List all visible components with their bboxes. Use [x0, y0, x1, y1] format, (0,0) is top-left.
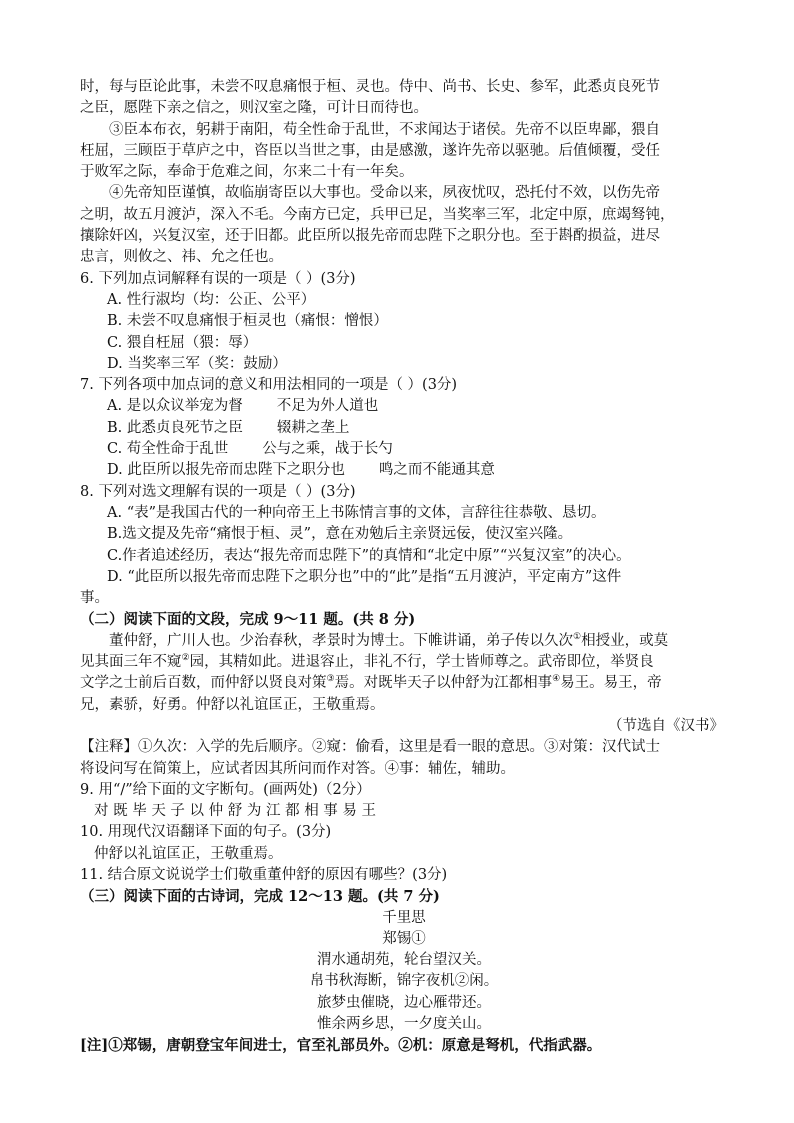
footnote-marker: ① — [573, 631, 582, 642]
q8-option-b: B.选文提及先帝“痛恨于桓、灵”，意在劝勉后主亲贤远佞，使汉室兴隆。 — [107, 526, 573, 543]
q7-option-a — [80, 396, 728, 417]
q7-option-c-right: 公与之乘，战于长勺 — [262, 441, 393, 458]
q6-option-a: A. 性行淑均（均：公正、公平） — [107, 291, 316, 308]
q8-option-d-cont: 事。 — [80, 590, 109, 607]
q7-option-d-left: D. 此臣所以报先帝而忠陛下之职分也 — [107, 462, 345, 479]
exam-page — [80, 77, 728, 1057]
question-6-stem: 6. 下列加点词解释有误的一项是（ ）(3分) — [80, 270, 356, 287]
footnote-marker: ② — [181, 653, 190, 664]
passage-line: 枉屈，三顾臣于草庐之中，咨臣以当世之事，由是感激，遂许先帝以驱驰。后值倾覆，受任 — [80, 142, 660, 159]
passage-line: 忠言，则攸之、祎、允之任也。 — [80, 249, 283, 266]
section-2-passage-line: 兄，素骄，好勇。仲舒以礼谊匡正，王敬重焉。 — [80, 696, 385, 713]
section-3-heading: （三）阅读下面的古诗词，完成 12～13 题。(共 7 分) — [80, 888, 440, 906]
question-10-stem: 10. 用现代汉语翻译下面的句子。(3分) — [80, 824, 332, 841]
q7-option-a-right: 不足为外人道也 — [276, 398, 379, 415]
passage-paragraph-4: ④先帝知臣谨慎，故临崩寄臣以大事也。受命以来，夙夜忧叹，恐托付不效，以伤先帝 — [109, 185, 660, 202]
footnote-marker: ③ — [326, 674, 335, 685]
passage-paragraph-3: ③臣本布衣，躬耕于南阳，苟全性命于乱世，不求闻达于诸侯。先帝不以臣卑鄙，猥自 — [109, 121, 660, 138]
poem-note: [注]①郑锡，唐朝登宝年间进士，官至礼部员外。②机：原意是弩机，代指武器。 — [80, 1037, 602, 1055]
passage-line: 之明，故五月渡泸，深入不毛。今南方已定，兵甲已足，当奖率三军，北定中原，庶竭驽钝， — [80, 206, 675, 223]
poem-title: 千里思 — [382, 909, 426, 926]
section-2-passage-line — [80, 673, 728, 694]
q7-option-d — [80, 460, 728, 481]
question-7-stem: 7. 下列各项中加点词的意义和用法相同的一项是（ ）(3分) — [80, 377, 458, 394]
poem-line: 惟余两乡思，一夕度关山。 — [317, 1016, 491, 1033]
q7-option-c — [80, 439, 728, 460]
question-9-text: 对 既 毕 天 子 以 仲 舒 为 江 都 相 事 易 王 — [94, 803, 377, 820]
text-run: 文学之士前后百数，而仲舒以贤良对策 — [80, 675, 327, 692]
q7-option-b — [80, 418, 728, 439]
q7-option-b-right: 辍耕之垄上 — [276, 419, 350, 436]
passage-line: 之臣，愿陛下亲之信之，则汉室之隆，可计日而待也。 — [80, 100, 428, 117]
text-run: 董仲舒，广川人也。少治春秋，孝景时为博士。下帷讲诵，弟子传以久次 — [109, 632, 573, 649]
q6-option-c: C. 猥自枉屈（猥：辱） — [107, 334, 258, 351]
section-2-passage-line — [80, 652, 728, 673]
text-run: 园，其精如此。进退容止，非礼不行，学士皆师尊之。武帝即位，举贤良 — [189, 654, 654, 671]
poem-author: 郑锡① — [382, 930, 426, 947]
poem-line: 帛书秋海断，锦字夜机②闲。 — [309, 973, 499, 990]
q6-option-b: B. 未尝不叹息痛恨于桓灵也（痛恨：憎恨） — [107, 313, 388, 330]
q7-option-d-right: 鸣之而不能通其意 — [378, 462, 495, 479]
text-run: 相授业，或莫 — [581, 632, 669, 649]
question-10-text: 仲舒以礼谊匡正，王敬重焉。 — [94, 845, 283, 862]
q7-option-b-left: B. 此悉贞良死节之臣 — [107, 419, 243, 436]
footnote-marker: ④ — [552, 674, 561, 685]
q8-option-c: C.作者追述经历，表达“报先帝而忠陛下”的真情和“北定中原”“兴复汉室”的决心。 — [107, 547, 631, 564]
text-run: 焉。对既毕天子以仲舒为江都相事 — [334, 675, 553, 692]
annotation-note: 【注释】①久次：入学的先后顺序。②窥：偷看，这里是看一眼的意思。③对策：汉代试士 — [80, 739, 660, 756]
passage-line: 攘除奸凶，兴复汉室，还于旧都。此臣所以报先帝而忠陛下之职分也。至于斟酌损益，进尽 — [80, 228, 660, 245]
q8-option-d: D. “此臣所以报先帝而忠陛下之职分也”中的“此”是指“五月渡泸，平定南方”这件 — [107, 568, 622, 585]
source-citation: （节选自《汉书》 — [608, 717, 724, 734]
question-9-stem: 9. 用“/”给下面的文字断句。(画两处)（2分） — [80, 781, 371, 798]
q8-option-a: A. “表”是我国古代的一种向帝王上书陈情言事的文体，言辞往往恭敬、恳切。 — [107, 504, 606, 521]
q6-option-d: D. 当奖率三军（奖：鼓励） — [107, 355, 287, 372]
q7-option-c-left: C. 苟全性命于乱世 — [107, 441, 229, 458]
passage-line: 时，每与臣论此事，未尝不叹息痛恨于桓、灵也。侍中、尚书、长史、参军，此悉贞良死节 — [80, 79, 660, 95]
q7-option-a-left: A. 是以众议举宠为督 — [107, 398, 243, 415]
section-2-passage-line — [80, 631, 728, 652]
question-8-stem: 8. 下列对选文理解有误的一项是（ ）(3分) — [80, 483, 356, 500]
annotation-note: 将设问写在简策上，应试者因其所问而作对答。④事：辅佐，辅助。 — [80, 760, 515, 777]
poem — [80, 908, 728, 1036]
section-2-heading: （二）阅读下面的文段，完成 9～11 题。(共 8 分) — [80, 611, 416, 629]
poem-line: 渭水通胡苑，轮台望汉关。 — [317, 952, 491, 969]
text-run: 易王。易王，帝 — [560, 675, 662, 692]
question-11-stem: 11. 结合原文说说学士们敬重董仲舒的原因有哪些？(3分) — [80, 866, 448, 883]
passage-line: 于败军之际，奉命于危难之间，尔来二十有一年矣。 — [80, 164, 414, 181]
poem-line: 旅梦虫催晓，边心雁带还。 — [317, 994, 491, 1011]
text-run: 见其面三年不窥 — [80, 654, 182, 671]
